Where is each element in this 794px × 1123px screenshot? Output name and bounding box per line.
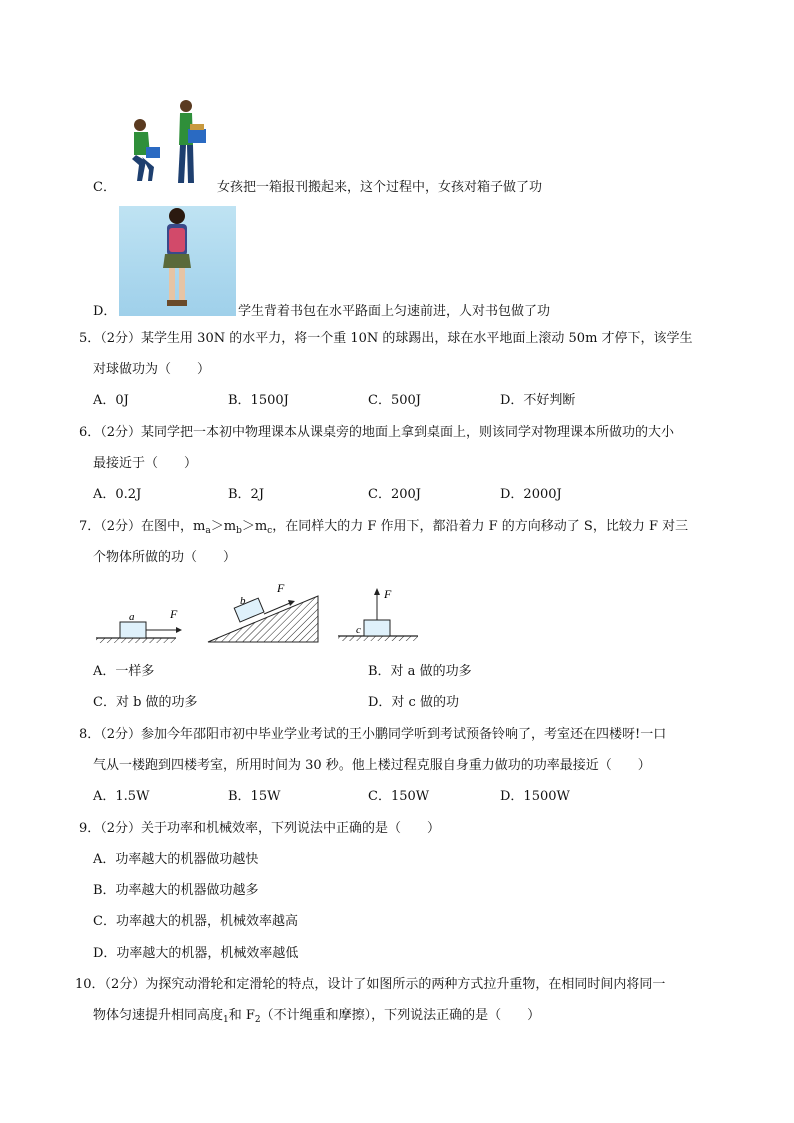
q6-stem-line2: 最接近于（ ）: [93, 456, 198, 471]
option-c-text: 女孩把一箱报刊搬起来，这个过程中，女孩对箱子做了功: [217, 180, 543, 195]
q7-stem-line1: 7．（2分）在图中，$m_a>m_b>m_c$，在同样大的力 F 作用下，都沿着力 F 的方向移动了 S，比较力 F 对三: [79, 519, 689, 536]
q6-option-c: C．200J: [368, 487, 421, 502]
q8-option-c: C．150W: [368, 789, 430, 804]
label-c: c: [356, 624, 361, 636]
girl-lifting-box-image: [120, 95, 215, 190]
q5-stem-line1: 5．（2分）某学生用 30N 的水平力，将一个重 10N 的球踢出，球在水平地面上滚动 50m 才停下，该学生: [79, 331, 693, 346]
label-f-a: F: [170, 607, 178, 621]
q5-option-d: D．不好判断: [500, 393, 576, 408]
label-b: b: [240, 595, 246, 607]
q7-option-b: B．对 a 做的功多: [368, 664, 472, 679]
q8-option-b: B．15W: [228, 789, 281, 804]
q9-option-c: C．功率越大的机器，机械效率越高: [93, 914, 298, 929]
q8-option-d: D．1500W: [500, 789, 570, 804]
q7-force-diagram: [92, 580, 432, 648]
q5-stem-line2: 对球做功为（ ）: [93, 362, 211, 377]
q9-option-d: D．功率越大的机器，机械效率越低: [93, 946, 299, 961]
q10-stem-line2: 物体匀速提升相同高度$_1$和 $F_2$（不计绳重和摩擦），下列说法正确的是（ ）: [93, 1008, 541, 1025]
student-backpack-image: [119, 206, 236, 316]
q10-stem-line1: 10．（2分）为探究动滑轮和定滑轮的特点，设计了如图所示的两种方式拉升重物，在相同时间内将同一: [75, 977, 666, 992]
q7-option-a: A．一样多: [93, 664, 155, 679]
q5-option-c: C．500J: [368, 393, 421, 408]
q5-option-b: B．1500J: [228, 393, 289, 408]
q6-option-a: A．0.2J: [93, 487, 142, 502]
q5-option-a: A．0J: [93, 393, 129, 408]
q6-option-d: D．2000J: [500, 487, 562, 502]
q6-option-b: B．2J: [228, 487, 265, 502]
option-c-letter: C．: [93, 180, 116, 195]
q8-stem-line1: 8．（2分）参加今年邵阳市初中毕业学业考试的王小鹏同学听到考试预备铃响了，考室还在四楼呀!一口: [79, 727, 667, 742]
q7-option-c: C．对 b 做的功多: [93, 695, 198, 710]
q9-stem: 9．（2分）关于功率和机械效率，下列说法中正确的是（ ）: [79, 821, 441, 836]
q7-stem-line2: 个物体所做的功（ ）: [93, 550, 237, 565]
label-f-b: F: [277, 581, 285, 595]
q8-option-a: A．1.5W: [93, 789, 150, 804]
q6-stem-line1: 6．（2分）某同学把一本初中物理课本从课桌旁的地面上拿到桌面上，则该同学对物理课本所做功的大小: [79, 425, 675, 440]
q9-option-b: B．功率越大的机器做功越多: [93, 883, 259, 898]
option-d-text: 学生背着书包在水平路面上匀速前进，人对书包做了功: [238, 304, 551, 319]
label-f-c: F: [384, 587, 392, 601]
label-a: a: [129, 611, 135, 623]
q7-option-d: D．对 c 做的功: [368, 695, 459, 710]
option-d-letter: D．: [93, 304, 117, 319]
q9-option-a: A．功率越大的机器做功越快: [93, 852, 259, 867]
q8-stem-line2: 气从一楼跑到四楼考室，所用时间为 30 秒。他上楼过程克服自身重力做功的功率最接近（ ）: [93, 758, 651, 773]
